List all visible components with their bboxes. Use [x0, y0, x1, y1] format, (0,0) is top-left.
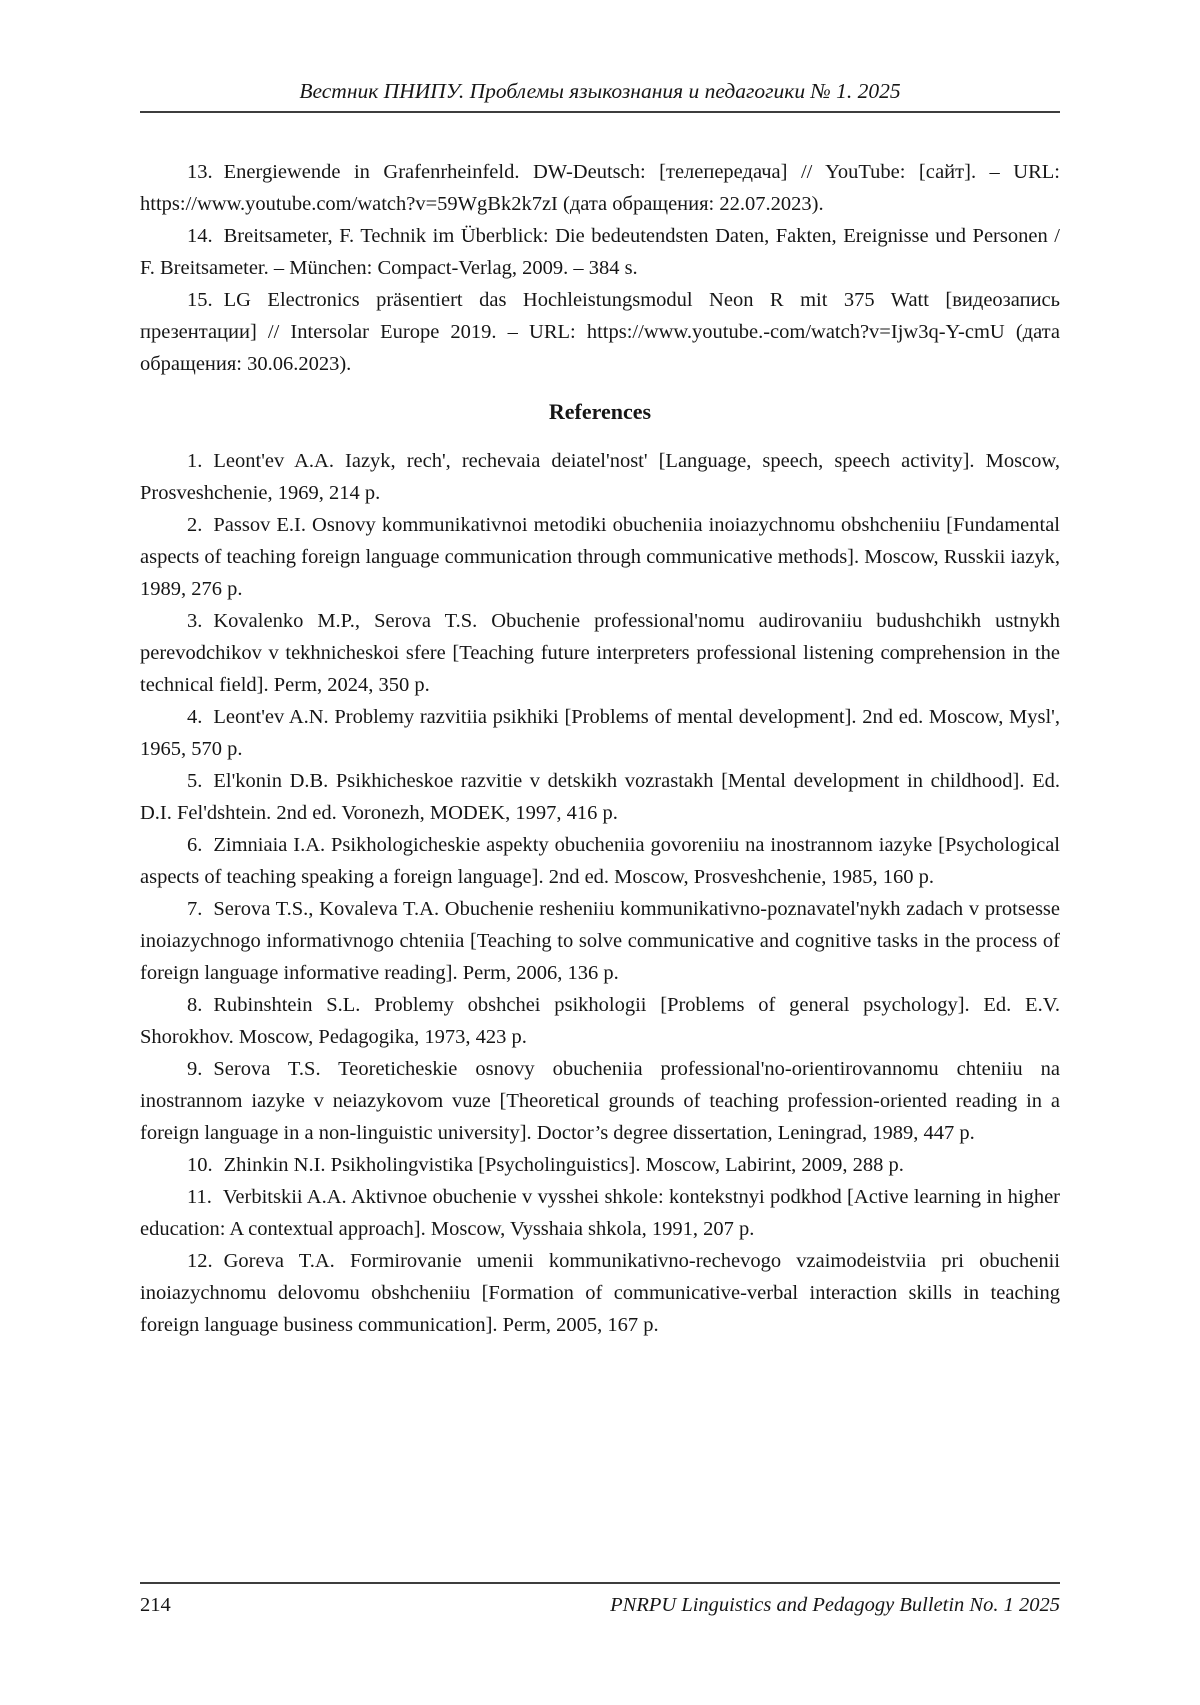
item-number: 4.: [187, 706, 203, 728]
item-number: 3.: [187, 610, 203, 632]
header-divider: [140, 111, 1060, 113]
item-text: Rubinshtein S.L. Problemy obshchei psikhologii [Problems of general psychology]. Ed. E.V. Shorokhov. Moscow, Pedagogika, 1973, 423 p.: [140, 994, 1060, 1048]
bibliography-continued: [140, 156, 1060, 380]
item-number: 1.: [187, 450, 203, 472]
item-text: LG Electronics präsentiert das Hochleistungsmodul Neon R mit 375 Watt [видеозапись презентации] // Intersolar Europe 2019. – URL: https://www.youtube.-com/watch?v=Ijw3q-Y-cmU (дата обращения: 30.06.2023).: [140, 289, 1060, 375]
reference-item: [140, 1053, 1060, 1149]
reference-item: [140, 1149, 1060, 1181]
item-text: Verbitskii A.A. Aktivnoe obuchenie v vysshei shkole: kontekstnyi podkhod [Active learning in higher education: A contextual approach]. Moscow, Vysshaia shkola, 1991, 207 p.: [140, 1186, 1060, 1240]
item-text: Breitsameter, F. Technik im Überblick: Die bedeutendsten Daten, Fakten, Ereignisse und Personen / F. Breitsameter. – München: Compact-Verlag, 2009. – 384 s.: [140, 225, 1060, 279]
references-heading: References: [548, 399, 652, 424]
item-number: 8.: [187, 994, 203, 1016]
item-text: Passov E.I. Osnovy kommunikativnoi metodiki obucheniia inoiazychnomu obshcheniiu [Fundamental aspects of teaching foreign language communication through communicative methods]. Moscow, Russkii iazyk, 1989, 276 p.: [140, 514, 1060, 600]
reference-item: [140, 989, 1060, 1053]
page-number: 214: [140, 1594, 171, 1616]
item-text: Zhinkin N.I. Psikholingvistika [Psycholinguistics]. Moscow, Labirint, 2009, 288 p.: [223, 1154, 904, 1176]
item-text: Leont'ev A.A. Iazyk, rech', rechevaia deiatel'nost' [Language, speech, speech activity]. Moscow, Prosveshchenie, 1969, 214 p.: [140, 450, 1060, 504]
page-body: [140, 156, 1060, 1341]
reference-item: [140, 1181, 1060, 1245]
item-number: 6.: [187, 834, 203, 856]
item-text: Goreva T.A. Formirovanie umenii kommunikativno-rechevogo vzaimodeistviia pri obuchenii inoiazychnomu delovomu obshcheniiu [Formation of communicative-verbal interaction skills in teaching foreign language business communication]. Perm, 2005, 167 p.: [140, 1250, 1060, 1336]
item-number: 9.: [187, 1058, 203, 1080]
item-number: 11.: [187, 1186, 212, 1208]
reference-item: [140, 893, 1060, 989]
bibliography-item: [140, 220, 1060, 284]
item-text: Energiewende in Grafenrheinfeld. DW-Deutsch: [телепередача] // YouTube: [сайт]. – URL: https://www.youtube.com/watch?v=59WgBk2k7zI (дата обращения: 22.07.2023).: [140, 161, 1060, 215]
reference-item: [140, 701, 1060, 765]
journal-title: PNRPU Linguistics and Pedagogy Bulletin No. 1 2025: [610, 1594, 1060, 1616]
item-number: 15.: [187, 289, 213, 311]
item-text: Zimniaia I.A. Psikhologicheskie aspekty obucheniia govoreniiu na inostrannom iazyke [Psychological aspects of teaching speaking a foreign language]. 2nd ed. Moscow, Prosveshchenie, 1985, 160 p.: [140, 834, 1060, 888]
running-header: Вестник ПНИПУ. Проблемы языкознания и педагогики № 1. 2025: [299, 79, 901, 103]
reference-item: [140, 829, 1060, 893]
item-text: Serova T.S. Teoreticheskie osnovy obucheniia professional'no-orientirovannomu chteniiu na inostrannom iazyke v neiazykovom vuze [Theoretical grounds of teaching profession-oriented reading in a foreign language in a non-linguistic university]. Doctor’s degree dissertation, Leningrad, 1989, 447 p.: [140, 1058, 1060, 1144]
reference-item: [140, 605, 1060, 701]
reference-item: [140, 445, 1060, 509]
item-number: 5.: [187, 770, 203, 792]
item-text: El'konin D.B. Psikhicheskoe razvitie v detskikh vozrastakh [Mental development in childhood]. Ed. D.I. Fel'dshtein. 2nd ed. Voronezh, MODEK, 1997, 416 p.: [140, 770, 1060, 824]
item-number: 7.: [187, 898, 203, 920]
references-list: [140, 445, 1060, 1341]
item-number: 12.: [187, 1250, 213, 1272]
reference-item: [140, 765, 1060, 829]
item-number: 2.: [187, 514, 203, 536]
item-text: Kovalenko M.P., Serova T.S. Obuchenie professional'nomu audirovaniiu budushchikh ustnykh perevodchikov v tekhnicheskoi sfere [Teaching future interpreters professional listening comprehension in the technical field]. Perm, 2024, 350 p.: [140, 610, 1060, 696]
item-number: 10.: [187, 1154, 213, 1176]
item-number: 14.: [187, 225, 213, 247]
footer-divider: [140, 1582, 1060, 1584]
reference-item: [140, 1245, 1060, 1341]
bibliography-item: [140, 284, 1060, 380]
bibliography-item: [140, 156, 1060, 220]
item-text: Leont'ev A.N. Problemy razvitiia psikhiki [Problems of mental development]. 2nd ed. Moscow, Mysl', 1965, 570 p.: [140, 706, 1060, 760]
item-text: Serova T.S., Kovaleva T.A. Obuchenie resheniiu kommunikativno-poznavatel'nykh zadach v protsesse inoiazychnogo informativnogo chteniia [Teaching to solve communicative and cognitive tasks in the process of foreign language informative reading]. Perm, 2006, 136 p.: [140, 898, 1060, 984]
page-footer: [140, 1591, 1060, 1619]
item-number: 13.: [187, 161, 213, 183]
reference-item: [140, 509, 1060, 605]
